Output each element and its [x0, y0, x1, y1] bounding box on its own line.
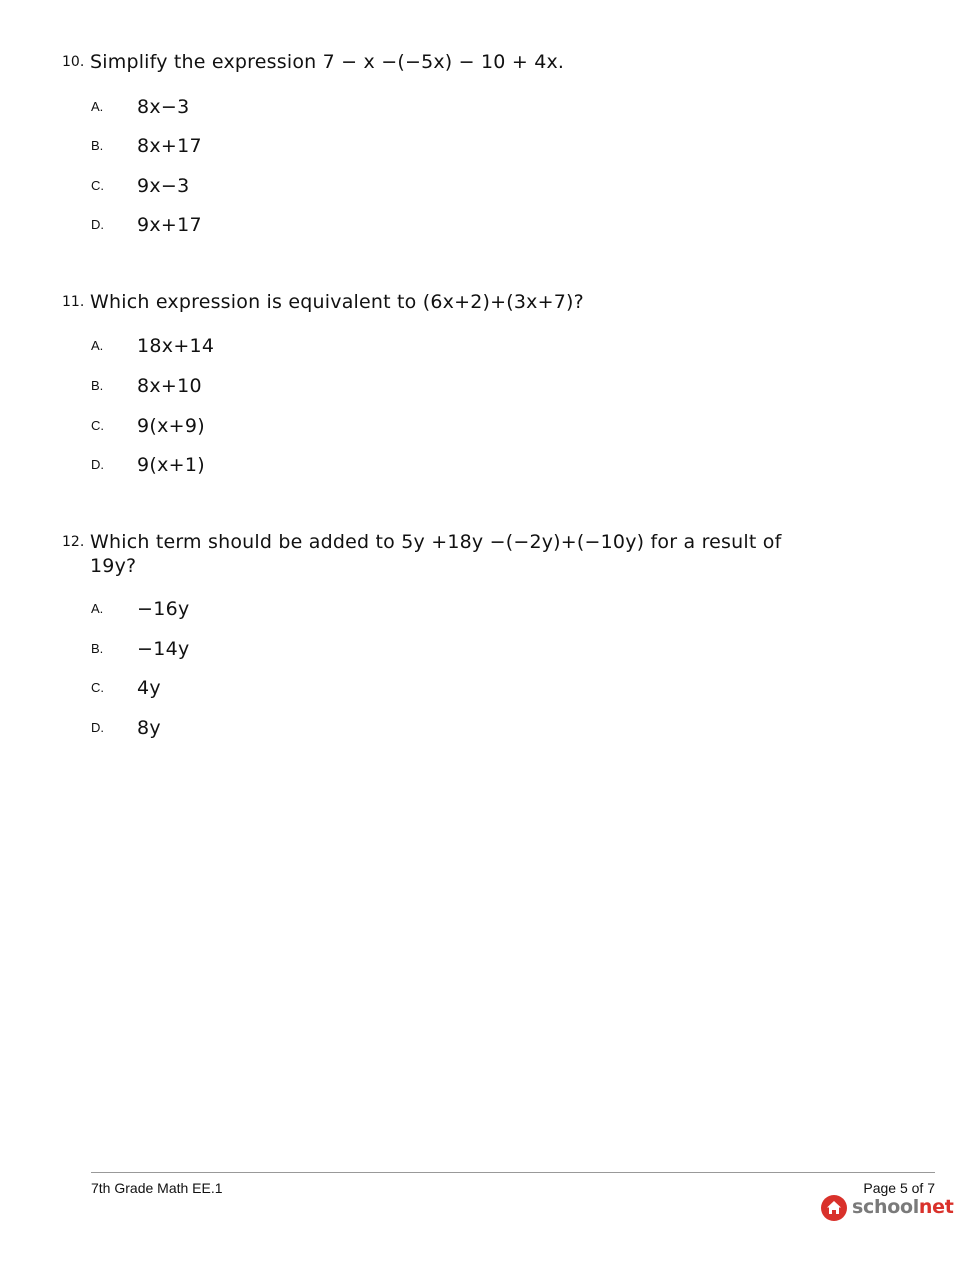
option-text: 9x+17: [137, 214, 202, 236]
option-a[interactable]: [91, 95, 491, 121]
option-d[interactable]: [91, 716, 491, 742]
option-text: 18x+14: [137, 335, 215, 357]
question-text: Which expression is equivalent to (6x+2)+(3x+7)?: [90, 291, 584, 313]
option-text: −16y: [137, 598, 190, 620]
question-text: Which term should be added to 5y +18y −(−2y)+(−10y) for a result of 19y?: [90, 531, 782, 577]
option-d[interactable]: [91, 453, 491, 479]
option-text: −14y: [137, 638, 190, 660]
question-number: 12.: [62, 534, 85, 550]
option-text: 8x+17: [137, 135, 202, 157]
option-c[interactable]: [91, 676, 491, 702]
option-letter: D.: [91, 457, 104, 472]
option-c[interactable]: [91, 414, 491, 440]
option-text: 8y: [137, 717, 161, 739]
page-number: Page 5 of 7: [863, 1180, 935, 1196]
option-letter: A.: [91, 99, 104, 114]
option-text: 9(x+1): [137, 454, 205, 476]
option-letter: C.: [91, 680, 104, 695]
option-letter: B.: [91, 138, 104, 153]
schoolnet-logo: [820, 1194, 954, 1222]
option-text: 8x+10: [137, 375, 202, 397]
option-a[interactable]: [91, 334, 491, 360]
question-number: 10.: [62, 54, 85, 70]
house-icon: [820, 1194, 848, 1222]
option-text: 9x−3: [137, 175, 190, 197]
option-letter: C.: [91, 178, 104, 193]
option-text: 9(x+9): [137, 415, 205, 437]
option-text: 8x−3: [137, 96, 190, 118]
option-letter: D.: [91, 720, 104, 735]
option-letter: B.: [91, 378, 104, 393]
question-text: Simplify the expression 7 − x −(−5x) − 10 + 4x.: [90, 51, 565, 73]
option-letter: B.: [91, 641, 104, 656]
option-b[interactable]: [91, 637, 491, 663]
option-letter: A.: [91, 338, 104, 353]
footer-divider: [91, 1172, 935, 1173]
question-number: 11.: [62, 294, 85, 310]
option-c[interactable]: [91, 174, 491, 200]
option-letter: D.: [91, 217, 104, 232]
option-a[interactable]: [91, 597, 491, 623]
logo-wordmark: schoolnet: [852, 1196, 954, 1218]
option-letter: C.: [91, 418, 104, 433]
option-letter: A.: [91, 601, 104, 616]
option-d[interactable]: [91, 213, 491, 239]
footer-title: 7th Grade Math EE.1: [91, 1180, 223, 1196]
option-b[interactable]: [91, 134, 491, 160]
option-text: 4y: [137, 677, 161, 699]
option-b[interactable]: [91, 374, 491, 400]
